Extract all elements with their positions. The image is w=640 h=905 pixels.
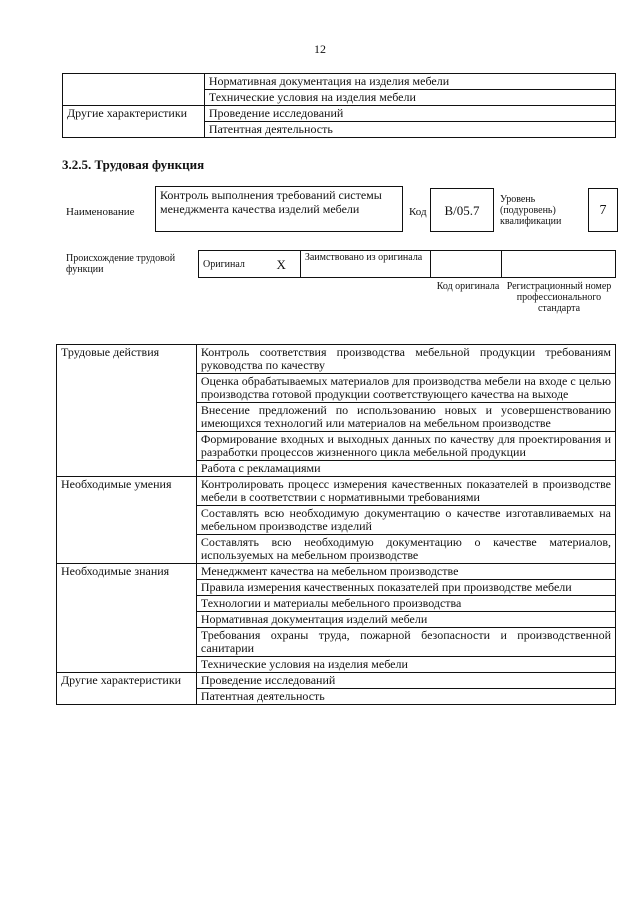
table-row: Правила измерения качественных показателей при производстве мебели <box>196 580 615 596</box>
section-title: 3.2.5. Трудовая функция <box>62 157 205 172</box>
page-number: 12 <box>314 42 326 56</box>
table-row: Патентная деятельность <box>196 689 615 705</box>
table-row: Требования охраны труда, пожарной безопасности и производственной санитарии <box>196 628 615 657</box>
name-value-box <box>155 186 403 232</box>
table-row: Оценка обрабатываемых материалов для производства мебели на входе с целью производства готовой продукции соответствующего качества на выходе <box>196 374 615 403</box>
group-label-knowledge: Необходимые знания <box>57 564 197 673</box>
code-value: В/05.7 <box>444 203 480 218</box>
original-label: Оригинал <box>199 251 263 278</box>
level-value: 7 <box>599 203 607 218</box>
main-table <box>56 344 616 705</box>
reg-number-cell <box>502 251 616 278</box>
table-row: Менеджмент качества на мебельном производстве <box>196 564 615 580</box>
top-table-row: Проведение исследований <box>204 106 615 122</box>
table-row: Контроль соответствия производства мебельной продукции требованиям руководства по качеству <box>196 345 615 374</box>
code-original-caption: Код оригинала <box>436 281 500 292</box>
table-row: Нормативная документация изделий мебели <box>196 612 615 628</box>
table-row: Внесение предложений по использованию новых и усовершенствованию имеющихся технологий или материалов на мебельном производстве <box>196 403 615 432</box>
table-row: Формирование входных и выходных данных по качеству для проектирования и разработки процессов жизненного цикла мебельной продукции <box>196 432 615 461</box>
table-row: Технические условия на изделия мебели <box>196 657 615 673</box>
borrowed-label: Заимствовано из оригинала <box>300 251 430 278</box>
origin-table <box>198 250 616 278</box>
table-row: Технологии и материалы мебельного производства <box>196 596 615 612</box>
group-label-skills: Необходимые умения <box>57 477 197 564</box>
table-row: Проведение исследований <box>196 673 615 689</box>
table-row: Работа с рекламациями <box>196 461 615 477</box>
group-label-labor-actions: Трудовые действия <box>57 345 197 477</box>
top-characteristics-table <box>62 73 616 138</box>
group-label-other: Другие характеристики <box>57 673 197 705</box>
top-table-empty-cell <box>63 122 205 138</box>
original-mark: X <box>262 251 300 278</box>
level-label: Уровень (подуровень) квалификации <box>500 194 562 227</box>
top-table-row: Нормативная документация на изделия мебели <box>204 74 615 90</box>
top-table-row: Технические условия на изделия мебели <box>204 90 615 106</box>
name-value: Контроль выполнения требований системы менеджмента качества изделий мебели <box>160 188 382 216</box>
top-table-empty-cell <box>63 90 205 106</box>
table-row: Контролировать процесс измерения качественных показателей в производстве мебели в соответствии с нормативными требованиями <box>196 477 615 506</box>
table-row: Составлять всю необходимую документацию о качестве материалов, используемых на мебельном производстве <box>196 535 615 564</box>
reg-number-caption: Регистрационный номер профессионального стандарта <box>506 281 612 314</box>
code-value-box <box>430 188 494 232</box>
name-label: Наименование <box>66 206 135 218</box>
level-value-box <box>588 188 618 232</box>
origin-label: Происхождение трудовой функции <box>66 253 176 275</box>
top-table-row: Патентная деятельность <box>204 122 615 138</box>
top-table-label: Другие характеристики <box>63 106 205 122</box>
table-row: Составлять всю необходимую документацию о качестве изготавливаемых на мебельном производстве изделий <box>196 506 615 535</box>
code-original-cell <box>430 251 502 278</box>
top-table-empty-cell <box>63 74 205 90</box>
code-label: Код <box>409 206 427 218</box>
